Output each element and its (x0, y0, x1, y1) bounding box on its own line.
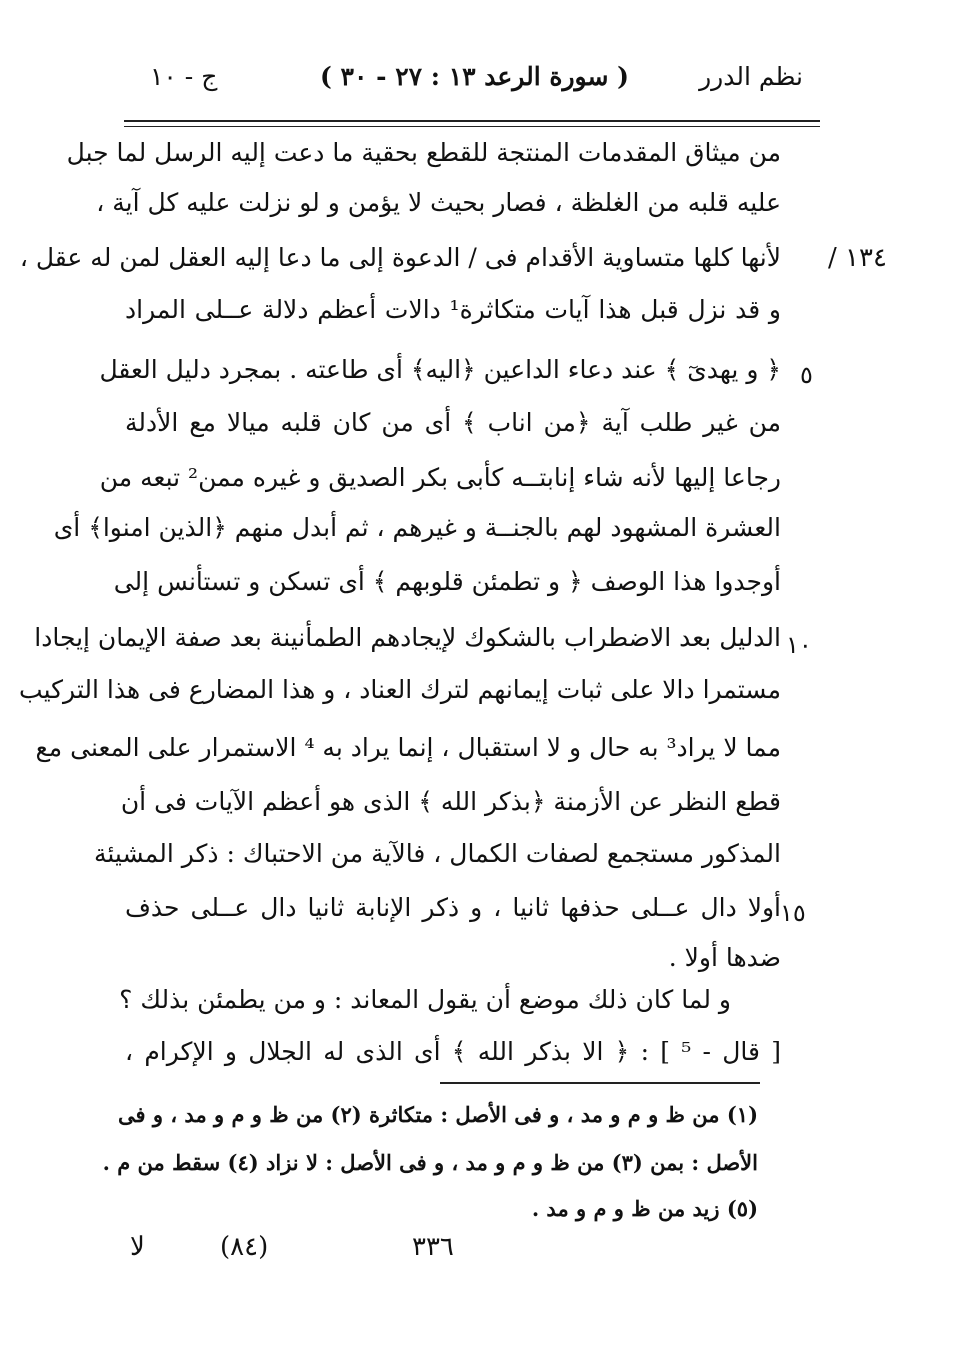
margin-page-reference: ١٣٤ / (828, 243, 887, 273)
page-number: ٣٣٦ (412, 1232, 454, 1262)
text-line: [ قال - ⁵ ] : ﴿ الا بذكر الله ﴾ أى الذى له الجلال و الإكرام ، (125, 1037, 781, 1066)
text-line: من ميثاق المقدمات المنتجة للقطع بحقية ما دعت إليه الرسل لما جبل (66, 138, 781, 167)
running-head-volume: ج - ١٠ (150, 62, 218, 91)
text-line: عليه قلبه من الغلظة ، فصار بحيث لا يؤمن و لو نزلت عليه كل آية ، (96, 188, 781, 217)
part-number: (٨٤) (220, 1232, 269, 1262)
footnote-line: الأصل : بمن (٣) من ظ و م و مد ، و فى الأصل : لا نزاد (٤) سقط من م . (102, 1150, 758, 1175)
line-number: ٥ (800, 361, 813, 389)
header-rule (124, 120, 820, 122)
line-number: ١٠ (786, 631, 812, 659)
text-line: لأنها كلها متساوية الأقدام فى / الدعوة إلى ما دعا إليه العقل لمن له عقل ، (19, 243, 781, 272)
text-line: ضدها أولا . (668, 943, 781, 972)
text-line: العشرة المشهود لهم بالجنــة و غيرهم ، ثم أبدل منهم ﴿الذين امنوا﴾ أى (53, 513, 781, 542)
footnote-rule (440, 1082, 760, 1084)
text-line: و قد نزل قبل هذا آيات متكاثرة¹ دالات أعظم دلالة عــلى المراد (125, 295, 782, 324)
footnote-line: (٥) زيد من ظ و م و مد . (531, 1196, 758, 1221)
text-line: مستمرا دالا على ثبات إيمانهم لترك العناد ، و هذا المضارع فى هذا التركيب (19, 675, 781, 704)
text-line: رجاعا إليها لأنه شاء إنابتــه كأبى بكر الصديق و غيره ممن² تبعه من (99, 463, 781, 492)
header-rule-thin (124, 126, 820, 127)
text-line: قطع النظر عن الأزمنة ﴿بذكر الله ﴾ الذى هو أعظم الآيات فى أن (120, 787, 781, 816)
text-line: أوجدوا هذا الوصف ﴿ و تطمئن قلوبهم ﴾ أى تسكن و تستأنس إلى (113, 567, 781, 596)
line-number: ١٥ (780, 899, 806, 927)
text-line: المذكور مستجمع لصفات الكمال ، فالآية من الاحتباك : ذكر المشيئة (93, 839, 781, 868)
signature-mark: لا (130, 1232, 145, 1262)
running-head-surah: ( سورة الرعد ١٣ : ٢٧ - ٣٠ ) (320, 62, 629, 91)
footnote-line: (١) من ظ و م و مد ، و فى الأصل : متكاثرة (٢) من ظ و م و مد ، و فى (118, 1102, 758, 1127)
running-head-book: نظم الدرر (699, 62, 803, 91)
text-line: مما لا يراد³ به حال و لا استقبال ، إنما يراد به ⁴ الاستمرار على المعنى مع (35, 733, 781, 762)
text-line: و لما كان ذلك موضع أن يقول المعاند : و من يطمئن بذلك ؟ (119, 985, 731, 1014)
text-line: ﴿ و يهدىٓ ﴾ عند دعاء الداعين ﴿اليه﴾ أى طاعته . بمجرد دليل العقل (99, 355, 781, 384)
text-line: الدليل بعد الاضطراب بالشكوك لإيجادهم الطمأنينة بعد صفة الإيمان إيجادا (34, 623, 781, 652)
text-line: من غير طلب آية ﴿من اناب ﴾ أى من كان قلبه ميالا مع الأدلة (125, 408, 781, 437)
text-line: أولا دال عــلى حذفها ثانيا ، و ذكر الإنابة ثانيا دال عــلى حذف (125, 893, 781, 922)
